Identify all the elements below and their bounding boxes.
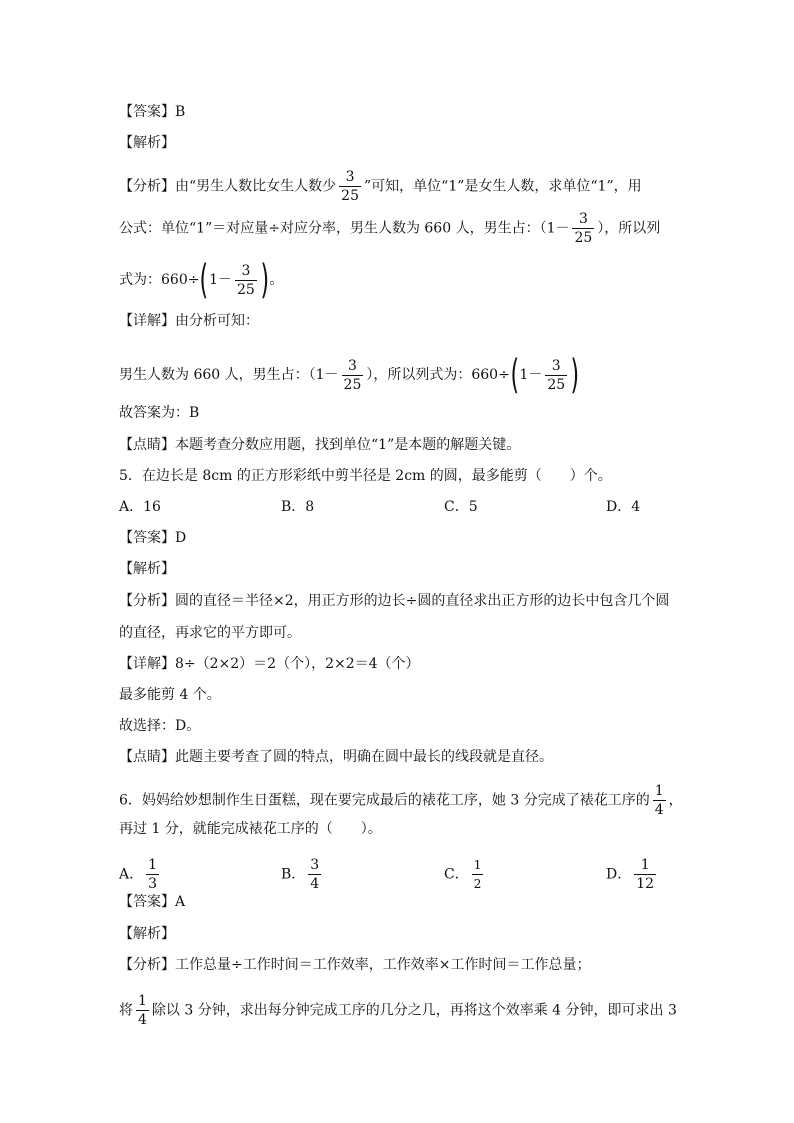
right-paren: ) — [260, 257, 269, 303]
right-paren: ) — [570, 352, 580, 398]
q6-option-d: D． $\frac{1}{12}$ — [606, 857, 655, 892]
fraction: $\frac{3}{25}$ — [547, 357, 566, 393]
fraction: $\frac{3}{4}$ — [310, 857, 320, 892]
q6-option-a: A． $\frac{1}{3}$ — [119, 857, 158, 892]
q4-analysis-line-1: 【分析】由“男生人数比女生人数少 $\frac{3}{25}$ ”可知，单位“1”是女生人数，求单位“1”，用 — [119, 169, 642, 204]
q5-question: 5．在边长是 8cm 的正方形彩纸中剪半径是 2cm 的圆，最多能剪（ ）个。 — [119, 468, 612, 484]
q5-detail-2: 最多能剪 4 个。 — [119, 687, 221, 703]
left-paren: ( — [510, 352, 519, 398]
q4-comment: 【点睛】本题考查分数应用题，找到单位“1”是本题的解题关键。 — [119, 437, 521, 453]
q5-analysis-line-2: 的直径，再求它的平方即可。 — [119, 625, 301, 641]
q6-question-line-2: 再过 1 分，就能完成裱花工序的（ ）。 — [119, 821, 382, 837]
q5-option-b: B．8 — [281, 499, 315, 515]
q6-question-line-1: 6．妈妈给妙想制作生日蛋糕，现在要完成最后的裱花工序，她 3 分完成了裱花工序的 $\frac{1}{4}$ ， — [119, 783, 683, 818]
left-paren: ( — [199, 257, 209, 303]
fraction: $\frac{1}{2}$ — [473, 858, 482, 891]
fraction: $\frac{3}{25}$ — [574, 211, 593, 246]
q6-analysis-heading: 【解析】 — [119, 926, 175, 942]
q4-detail-line: 男生人数为 660 人，男生占：（1－ $\frac{3}{25}$ ），所以列式为：660÷(1－ $\frac{3}{25}$ ) — [119, 352, 580, 398]
q6-analysis-line-2: 将 $\frac{1}{4}$ 除以 3 分钟，求出每分钟完成工序的几分之几，再将这个效率乘 4 分钟，即可求出 3 — [119, 993, 677, 1028]
q6-analysis-line-1: 【分析】工作总量÷工作时间＝工作效率，工作效率×工作时间＝工作总量； — [119, 957, 591, 973]
q5-option-d: D．4 — [606, 499, 641, 515]
q4-answer: 【答案】B — [119, 104, 186, 120]
q5-option-c: C．5 — [444, 499, 478, 515]
q5-conclusion: 故选择：D。 — [119, 718, 201, 734]
q4-detail-heading: 【详解】由分析可知： — [119, 313, 259, 329]
q6-option-c: C． $\frac{1}{2}$ — [444, 858, 482, 891]
q4-conclusion: 故答案为：B — [119, 405, 200, 421]
fraction: $\frac{1}{4}$ — [138, 993, 147, 1028]
q5-analysis-line-1: 【分析】圆的直径＝半径×2，用正方形的边长÷圆的直径求出正方形的边长中包含几个圆 — [119, 593, 670, 609]
fraction: $\frac{1}{4}$ — [654, 783, 664, 818]
fraction: $\frac{3}{25}$ — [236, 262, 255, 298]
q4-analysis-heading: 【解析】 — [119, 135, 175, 151]
q4-analysis-line-2: 公式：单位“1”＝对应量÷对应分率，男生人数为 660 人，男生占：（1－ $\frac{3}{25}$ ），所以列 — [119, 211, 661, 246]
fraction: $\frac{1}{12}$ — [636, 857, 655, 892]
q4-analysis-expression: 式为：660÷(1－ $\frac{3}{25}$ )。 — [119, 257, 284, 303]
fraction: $\frac{3}{25}$ — [343, 357, 362, 393]
q5-analysis-heading: 【解析】 — [119, 561, 175, 577]
q5-detail: 【详解】8÷（2×2）＝2（个），2×2＝4（个） — [119, 656, 420, 672]
q5-comment: 【点睛】此题主要考查了圆的特点，明确在圆中最长的线段就是直径。 — [119, 749, 553, 765]
fraction: $\frac{1}{3}$ — [148, 857, 158, 892]
fraction: $\frac{3}{25}$ — [341, 169, 359, 204]
q5-answer: 【答案】D — [119, 530, 187, 546]
q6-answer: 【答案】A — [119, 894, 186, 910]
q6-option-b: B． $\frac{3}{4}$ — [281, 857, 320, 892]
q5-option-a: A．16 — [119, 499, 161, 515]
